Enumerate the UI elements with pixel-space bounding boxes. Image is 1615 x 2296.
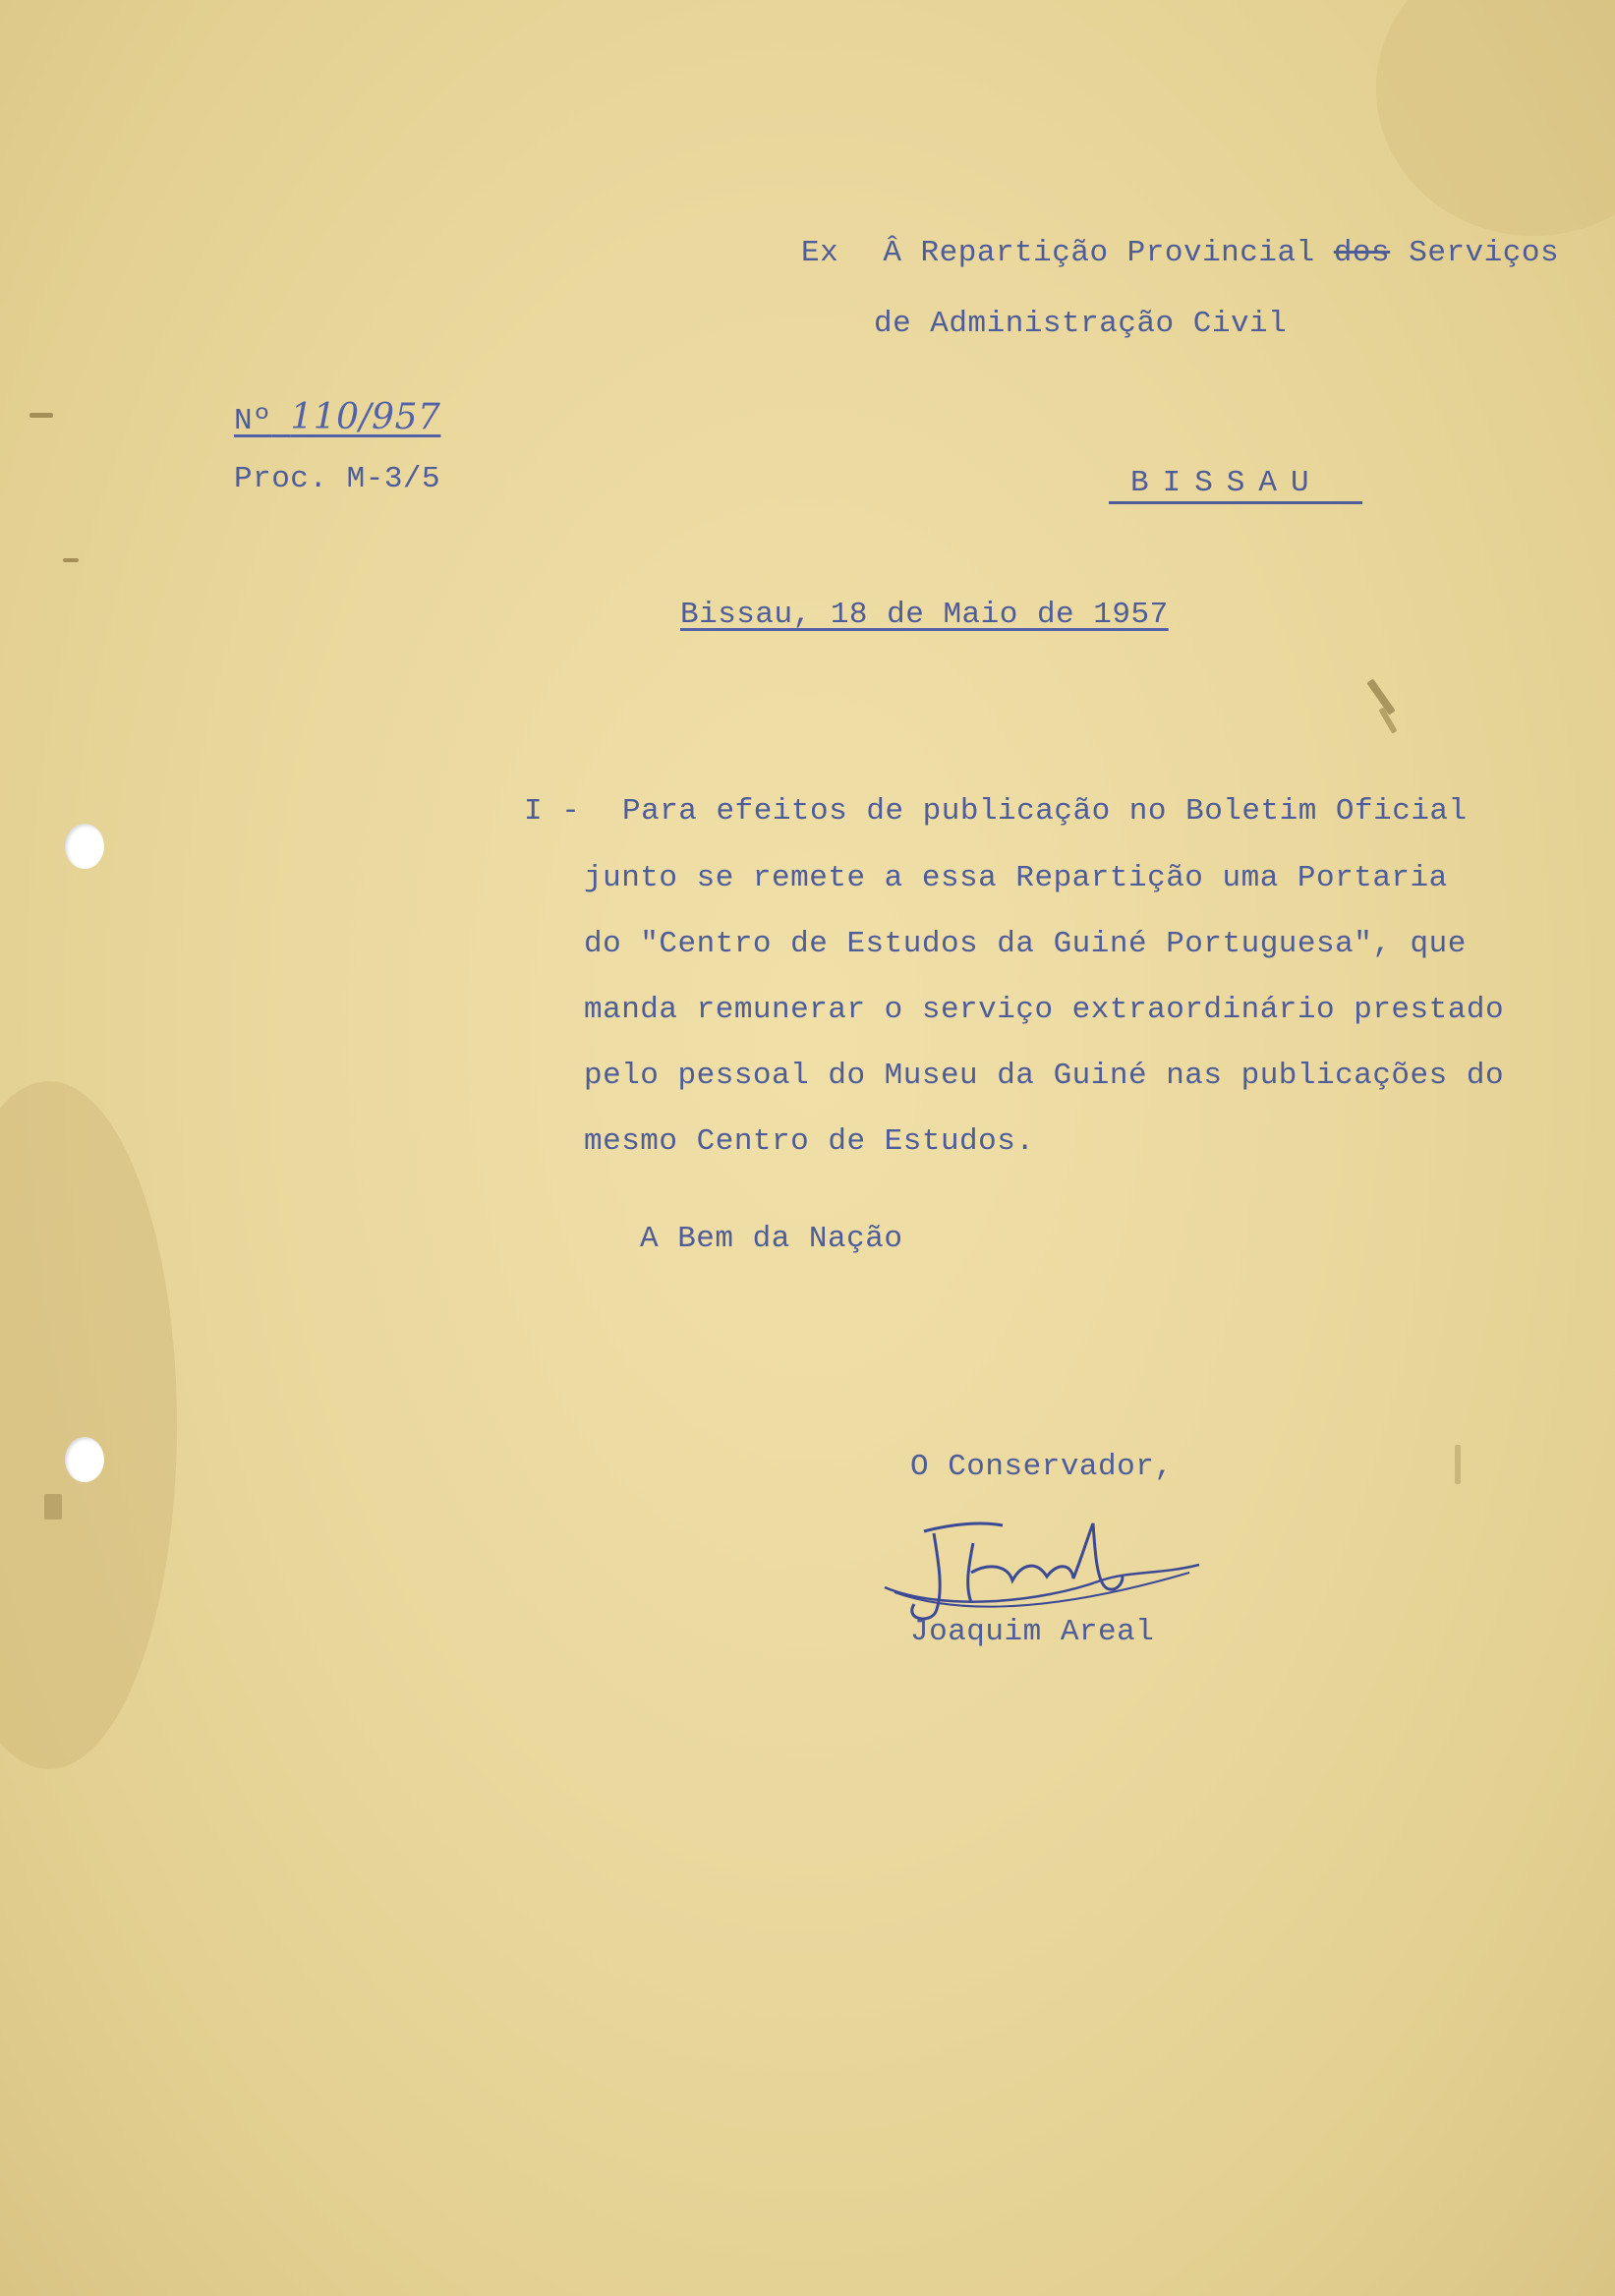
addressee-line-2: de Administração Civil — [874, 307, 1288, 341]
body-line-3: do "Centro de Estudos da Guiné Portuguesa", que — [584, 927, 1467, 961]
paper-stain — [1376, 0, 1615, 236]
destination-underline — [1109, 501, 1362, 504]
body-line-1: Para efeitos de publicação no Boletim Oficial — [622, 794, 1468, 829]
reference-number-value: 110/957 — [290, 397, 441, 437]
paper-stain — [0, 1081, 177, 1769]
signatory-title: O Conservador, — [910, 1450, 1174, 1484]
paper-fleck — [44, 1494, 62, 1520]
signatory-name: Joaquim Areal — [910, 1615, 1155, 1649]
addressee-prefix: Ex — [801, 236, 839, 270]
body-line-2: junto se remete a essa Repartição uma Portaria — [584, 861, 1448, 895]
closing-salutation: A Bem da Nação — [640, 1222, 903, 1256]
paragraph-marker: I - — [524, 794, 581, 829]
addressee-struck-word: dos — [1333, 236, 1391, 270]
paper-fleck — [63, 558, 79, 562]
body-line-4: manda remunerar o serviço extraordinário prestado — [584, 993, 1505, 1027]
destination: BISSAU — [1130, 466, 1323, 500]
body-line-5: pelo pessoal do Museu da Guiné nas publicações do — [584, 1059, 1505, 1093]
punch-hole-bottom — [65, 1437, 104, 1482]
paper-fleck — [29, 413, 53, 418]
reference-number-label: Nº — [234, 404, 272, 438]
addressee-line1-start: Â Repartição Provincial — [883, 236, 1315, 270]
reference-number — [234, 397, 440, 438]
body-line-6: mesmo Centro de Estudos. — [584, 1124, 1035, 1159]
addressee-line-1 — [801, 236, 1559, 270]
process-reference: Proc. M-3/5 — [234, 462, 441, 496]
date-line: Bissau, 18 de Maio de 1957 — [680, 598, 1169, 632]
paper-fleck — [1455, 1445, 1461, 1484]
punch-hole-top — [65, 824, 104, 869]
addressee-line1-end: Serviços — [1409, 236, 1560, 270]
